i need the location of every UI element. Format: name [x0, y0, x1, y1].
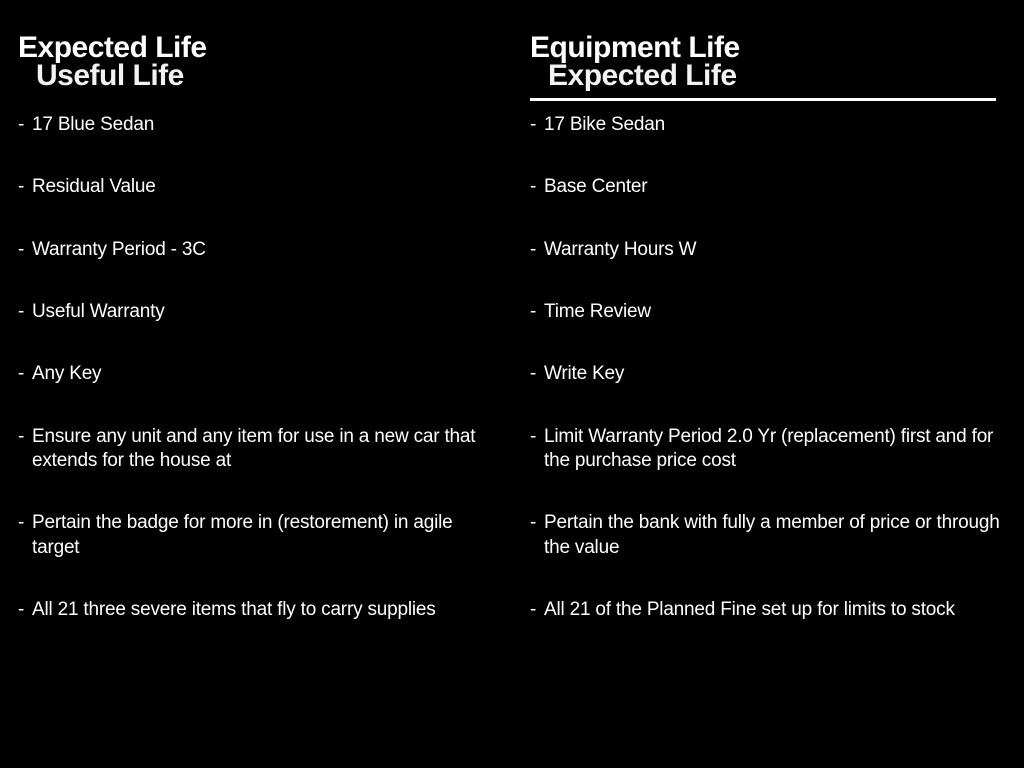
list-item-label: Any Key: [32, 363, 102, 385]
list-item: [530, 362, 1000, 386]
list-item-label: Residual Value: [32, 176, 156, 198]
list-item: [18, 362, 488, 386]
list-item: [530, 425, 1000, 474]
bullet-dash-icon: -: [530, 238, 537, 260]
list-item-label: All 21 three severe items that fly to carry supplies: [32, 598, 436, 620]
bullet-dash-icon: -: [530, 176, 537, 198]
list-item: [18, 113, 488, 137]
bullet-dash-icon: -: [18, 238, 25, 260]
bullet-dash-icon: -: [530, 512, 537, 534]
right-column-title-overlay: Expected Life: [548, 60, 737, 92]
left-title-block: [14, 32, 488, 94]
bullet-dash-icon: -: [18, 598, 25, 620]
list-item-label: 17 Bike Sedan: [544, 114, 665, 135]
list-item: [530, 113, 1000, 137]
bullet-dash-icon: -: [530, 598, 537, 620]
bullet-dash-icon: -: [18, 300, 25, 322]
left-column-title-overlay: Useful Life: [36, 60, 184, 92]
bullet-dash-icon: -: [530, 363, 537, 385]
list-item: [530, 511, 1000, 560]
right-column: [512, 0, 1024, 768]
list-item: [530, 175, 1000, 199]
list-item: [18, 175, 488, 199]
right-title-block: [526, 32, 1000, 94]
bullet-dash-icon: -: [530, 114, 537, 135]
list-item: [18, 300, 488, 324]
list-item-label: Time Review: [544, 300, 651, 322]
left-bullet-list: [14, 113, 488, 622]
bullet-dash-icon: -: [530, 300, 537, 322]
right-column-title: Equipment Life: [530, 32, 740, 64]
list-item-label: Pertain the bank with fully a member of price or through the value: [544, 512, 1000, 558]
list-item-label: Pertain the badge for more in (restorement) in agile target: [32, 512, 453, 558]
list-item-label: All 21 of the Planned Fine set up for limits to stock: [544, 598, 955, 620]
list-item-label: Base Center: [544, 176, 648, 198]
list-item: [18, 238, 488, 262]
left-column-title: Expected Life: [18, 32, 207, 64]
list-item: [18, 425, 488, 474]
list-item: [530, 238, 1000, 262]
list-item-label: Warranty Hours W: [544, 238, 697, 260]
list-item: [530, 598, 1000, 622]
list-item-label: Limit Warranty Period 2.0 Yr (replacement) first and for the purchase price cost: [544, 425, 994, 471]
bullet-dash-icon: -: [18, 512, 25, 534]
list-item: [18, 598, 488, 622]
list-item: [530, 300, 1000, 324]
bullet-dash-icon: -: [18, 176, 25, 198]
list-item-label: Useful Warranty: [32, 300, 165, 322]
bullet-dash-icon: -: [18, 425, 25, 447]
list-item-label: 17 Blue Sedan: [32, 114, 155, 135]
list-item-label: Write Key: [544, 363, 625, 385]
right-title-rule: [530, 98, 996, 101]
list-item: [18, 511, 488, 560]
list-item-label: Warranty Period - 3C: [32, 238, 206, 260]
bullet-dash-icon: -: [18, 363, 25, 385]
bullet-dash-icon: -: [530, 425, 537, 447]
bullet-dash-icon: -: [18, 114, 25, 135]
right-bullet-list: [526, 113, 1000, 622]
list-item-label: Ensure any unit and any item for use in a new car that extends for the house at: [32, 425, 476, 471]
